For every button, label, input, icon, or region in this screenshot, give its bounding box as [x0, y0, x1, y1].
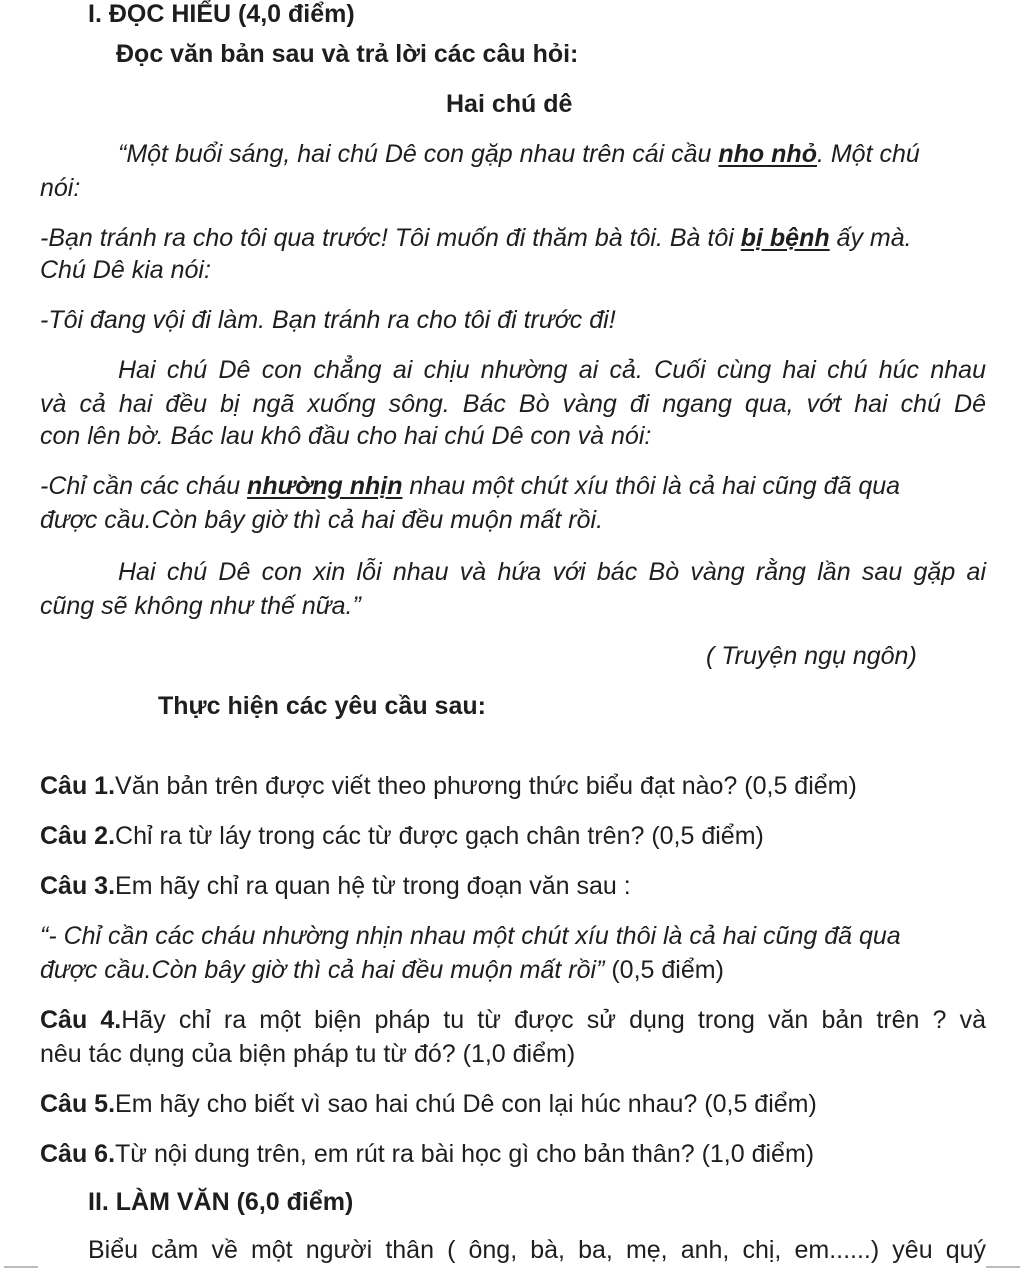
question-1: [40, 770, 857, 802]
question-label: Câu 4.: [40, 1006, 122, 1034]
question-2: [40, 820, 764, 852]
question-text: Từ nội dung trên, em rút ra bài học gì cho bản thân? (1,0 điểm): [115, 1140, 815, 1168]
question-label: Câu 1.: [40, 772, 116, 800]
question-label: Câu 5.: [40, 1090, 116, 1118]
section-2-heading: II. LÀM VĂN (6,0 điểm): [88, 1188, 354, 1216]
story-text: -Chỉ cần các cháu: [40, 472, 248, 500]
question-text: Em hãy cho biết vì sao hai chú Dê con lại húc nhau? (0,5 điểm): [115, 1090, 817, 1118]
story-paragraph-5-line-2: được cầu.Còn bây giờ thì cả hai đều muộn mất rồi.: [40, 506, 604, 534]
story-paragraph-4-line-3: con lên bờ. Bác lau khô đầu cho hai chú Dê con và nói:: [40, 422, 652, 450]
story-title: Hai chú dê: [446, 90, 573, 118]
question-text: Em hãy chỉ ra quan hệ từ trong đoạn văn sau :: [115, 872, 631, 900]
story-paragraph-5-line-1: [40, 470, 900, 502]
question-text: Văn bản trên được viết theo phương thức biểu đạt nào? (0,5 điểm): [115, 772, 857, 800]
story-paragraph-4-line-1: Hai chú Dê con chẳng ai chịu nhường ai cả. Cuối cùng hai chú húc nhau: [118, 356, 986, 384]
question-6: [40, 1138, 814, 1170]
story-text: . Một chú: [816, 140, 920, 168]
question-label: Câu 6.: [40, 1140, 116, 1168]
story-paragraph-6-line-1: Hai chú Dê con xin lỗi nhau và hứa với bác Bò vàng rằng lần sau gặp ai: [118, 558, 986, 586]
story-text: ấy mà.: [829, 224, 912, 252]
reading-instruction: Đọc văn bản sau và trả lời các câu hỏi:: [116, 40, 579, 68]
story-text: “Một buổi sáng, hai chú Dê con gặp nhau trên cái cầu: [118, 140, 719, 168]
quote-text: được cầu.Còn bây giờ thì cả hai đều muộn mất rồi”: [40, 956, 605, 984]
question-4-line-2: nêu tác dụng của biện pháp tu từ đó? (1,0 điểm): [40, 1040, 576, 1068]
section-2-prompt: Biểu cảm về một người thân ( ông, bà, ba, mẹ, anh, chị, em......) yêu quý: [88, 1236, 986, 1264]
underlined-word-nhuong-nhin: nhường nhịn: [247, 472, 403, 500]
story-text: -Bạn tránh ra cho tôi qua trước! Tôi muốn đi thăm bà tôi. Bà tôi: [40, 224, 741, 252]
question-text: Chỉ ra từ láy trong các từ được gạch chân trên? (0,5 điểm): [115, 822, 764, 850]
story-paragraph-2-line-1: [40, 222, 912, 254]
underlined-word-bi-benh: bị bệnh: [740, 224, 830, 252]
story-source: ( Truyện ngụ ngôn): [706, 642, 917, 670]
question-4-line-1: [40, 1004, 986, 1036]
story-paragraph-1-line-2: nói:: [40, 174, 81, 202]
question-points: (0,5 điểm): [604, 956, 724, 984]
question-3: [40, 870, 631, 902]
story-paragraph-2-line-2: Chú Dê kia nói:: [40, 256, 211, 284]
story-paragraph-4-line-2: và cả hai đều bị ngã xuống sông. Bác Bò vàng đi ngang qua, vớt hai chú Dê: [40, 390, 986, 418]
question-5: [40, 1088, 817, 1120]
underlined-word-nho-nho: nho nhỏ: [718, 140, 817, 168]
question-text: Hãy chỉ ra một biện pháp tu từ được sử dụng trong văn bản trên ? và: [121, 1006, 987, 1034]
section-1-heading: I. ĐỌC HIỂU (4,0 điểm): [88, 0, 355, 28]
story-paragraph-3: -Tôi đang vội đi làm. Bạn tránh ra cho tôi đi trước đi!: [40, 306, 616, 334]
story-text: nhau một chút xíu thôi là cả hai cũng đã qua: [402, 472, 901, 500]
question-3-quote-line-1: “- Chỉ cần các cháu nhường nhịn nhau một chút xíu thôi là cả hai cũng đã qua: [40, 922, 901, 950]
tasks-heading: Thực hiện các yêu cầu sau:: [158, 692, 486, 720]
question-label: Câu 3.: [40, 872, 116, 900]
question-3-quote-line-2: [40, 954, 724, 986]
question-label: Câu 2.: [40, 822, 116, 850]
story-paragraph-6-line-2: cũng sẽ không như thế nữa.”: [40, 592, 361, 620]
story-paragraph-1-line-1: [118, 138, 920, 170]
